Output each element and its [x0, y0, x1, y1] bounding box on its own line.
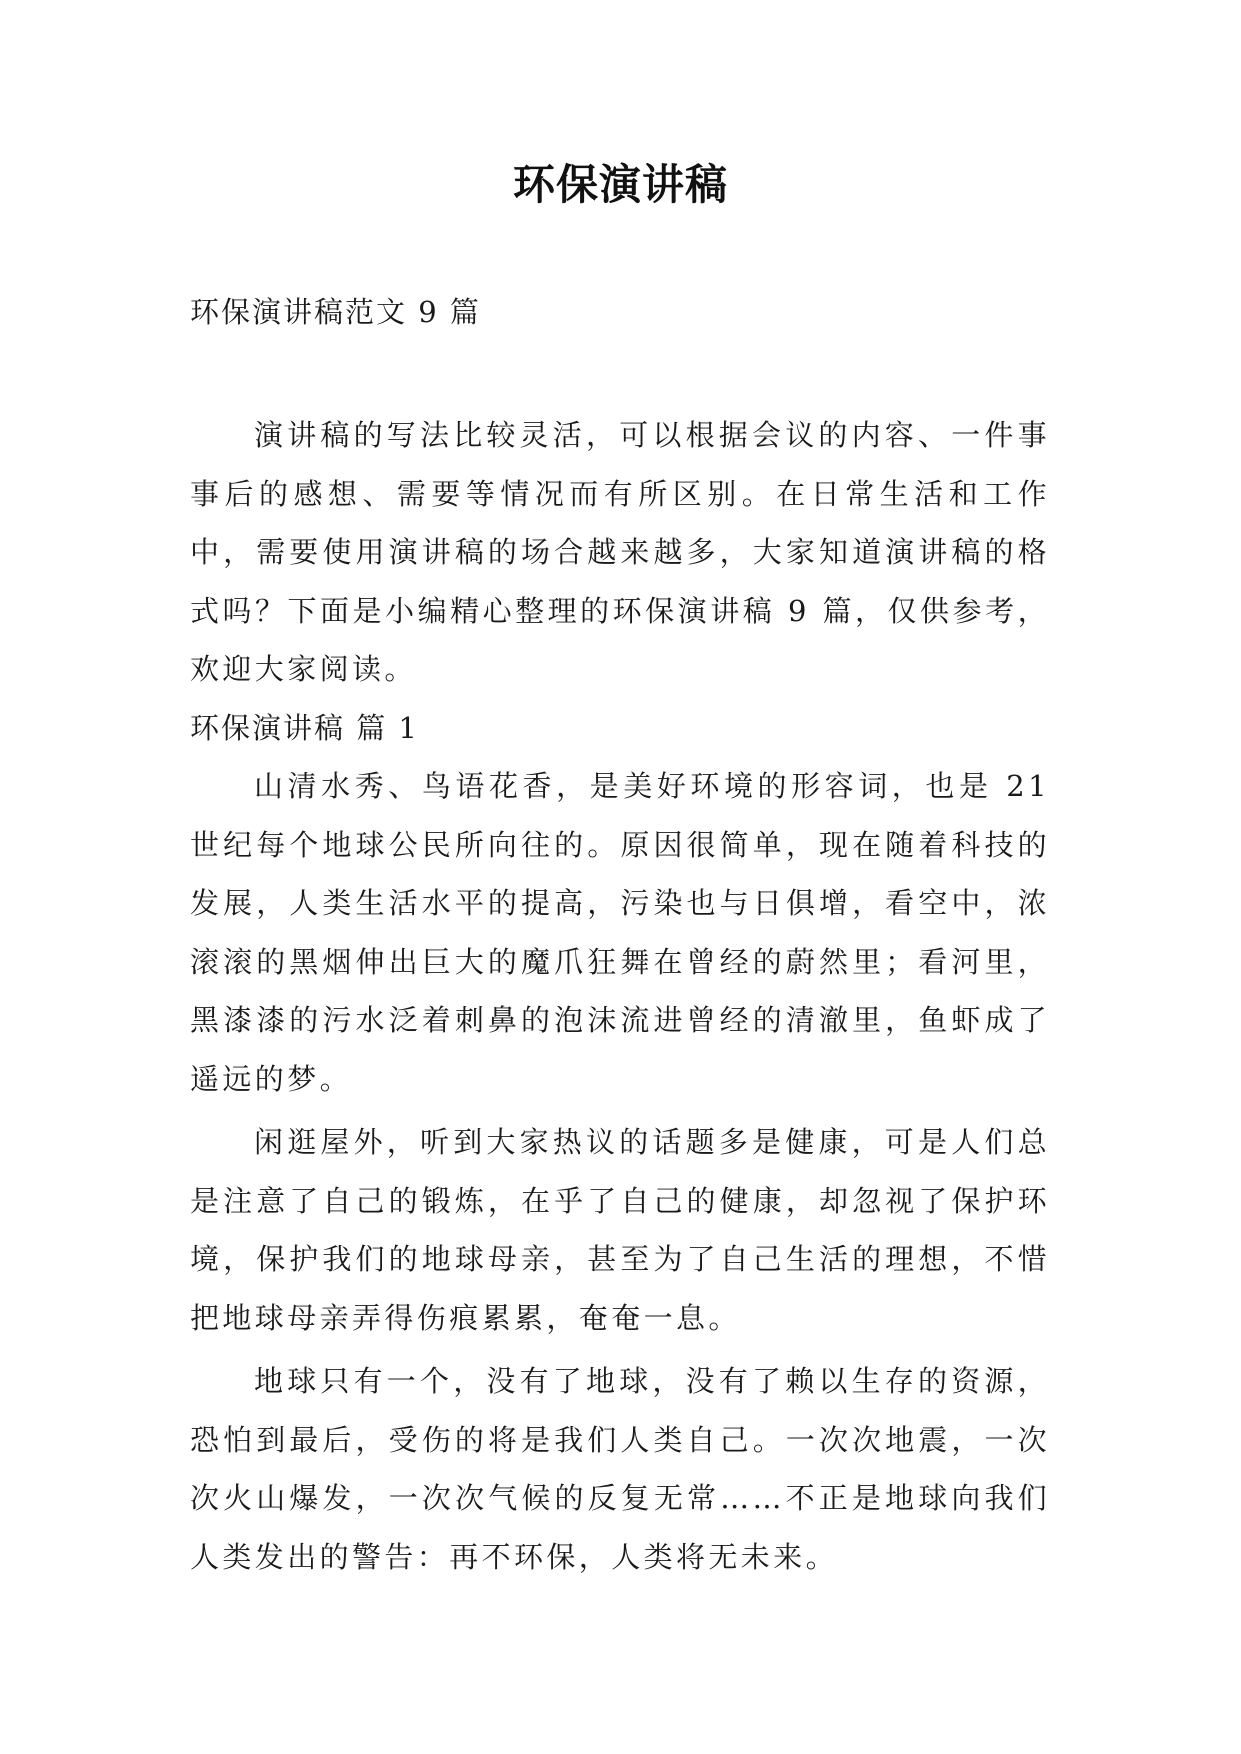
document-title: 环保演讲稿 — [512, 160, 728, 209]
intro-paragraph: 演讲稿的写法比较灵活，可以根据会议的内容、一件事事后的感想、需要等情况而有所区别。在日常生活和工作中，需要使用演讲稿的场合越来越多，大家知道演讲稿的格式吗？下面是小编精心整理的环保演讲稿 9 篇，仅供参考，欢迎大家阅读。 — [190, 418, 1050, 686]
section-heading: 环保演讲稿 篇 1 — [190, 710, 419, 745]
document-body — [190, 406, 1050, 1586]
body-paragraph: 闲逛屋外，听到大家热议的话题多是健康，可是人们总是注意了自己的锻炼，在乎了自己的健康，却忽视了保护环境，保护我们的地球母亲，甚至为了自己生活的理想，不惜把地球母亲弄得伤痕累累，奄奄一息。 — [190, 1125, 1050, 1335]
body-paragraph: 地球只有一个，没有了地球，没有了赖以生存的资源，恐怕到最后，受伤的将是我们人类自己。一次次地震，一次次火山爆发，一次次气候的反复无常……不正是地球向我们人类发出的警告：再不环保，人类将无未来。 — [190, 1364, 1050, 1574]
document-subtitle: 环保演讲稿范文 9 篇 — [190, 295, 481, 329]
body-paragraph: 山清水秀、鸟语花香，是美好环境的形容词，也是 21 世纪每个地球公民所向往的。原因很简单，现在随着科技的发展，人类生活水平的提高，污染也与日俱增，看空中，浓滚滚的黑烟伸出巨大的魔爪狂舞在曾经的蔚然里；看河里，黑漆漆的污水泛着刺鼻的泡沫流进曾经的清澈里，鱼虾成了遥远的梦。 — [190, 769, 1050, 1096]
